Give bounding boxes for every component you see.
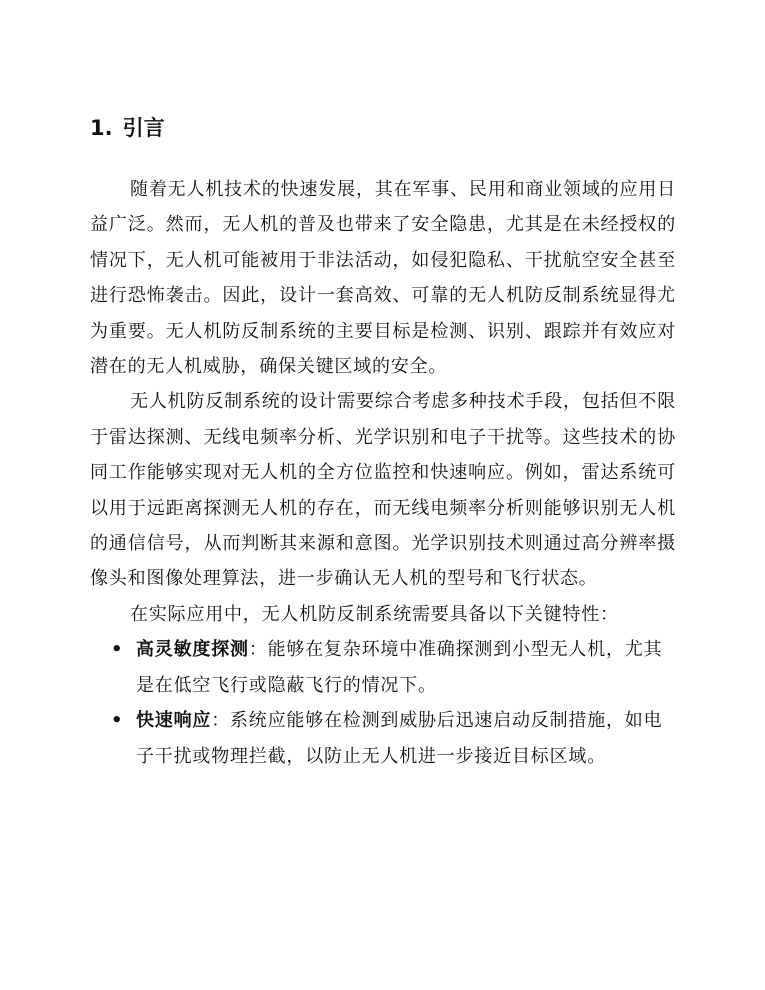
feature-description: ：能够在复杂环境中准确探测到小型无人机，尤其是在低空飞行或隐蔽飞行的情况下。 [136,639,663,696]
section-number: 1. [90,116,113,140]
paragraph-techniques: 无人机防反制系统的设计需要综合考虑多种技术手段，包括但不限于雷达探测、无线电频率分析、光学识别和电子干扰等。这些技术的协同工作能够实现对无人机的全方位监控和快速响应。例如，雷达系统可以用于远距离探测无人机的存在，而无线电频率分析则能够识别无人机的通信信号，从而判断其来源和意图。光学识别技术则通过高分辨率摄像头和图像处理算法，进一步确认无人机的型号和飞行状态。 [90,391,676,590]
feature-list [90,632,676,774]
section-title: 引言 [122,116,165,140]
section-heading [90,112,165,144]
list-item [90,703,676,774]
feature-term: 快速响应 [136,710,212,732]
feature-term: 高灵敏度探测 [136,639,249,661]
document-body [90,172,676,774]
feature-description: ：系统应能够在检测到威胁后迅速启动反制措施，如电子干扰或物理拦截，以防止无人机进一步接近目标区域。 [136,710,663,767]
list-item [90,632,676,703]
paragraph-intro: 随着无人机技术的快速发展，其在军事、民用和商业领域的应用日益广泛。然而，无人机的普及也带来了安全隐患，尤其是在未经授权的情况下，无人机可能被用于非法活动，如侵犯隐私、干扰航空安全甚至进行恐怖袭击。因此，设计一套高效、可靠的无人机防反制系统显得尤为重要。无人机防反制系统的主要目标是检测、识别、跟踪并有效应对潜在的无人机威胁，确保关键区域的安全。 [90,179,676,378]
paragraph-features-lead: 在实际应用中，无人机防反制系统需要具备以下关键特性： [130,603,619,625]
bullet-marker: • [111,639,124,661]
bullet-marker: • [111,710,124,732]
